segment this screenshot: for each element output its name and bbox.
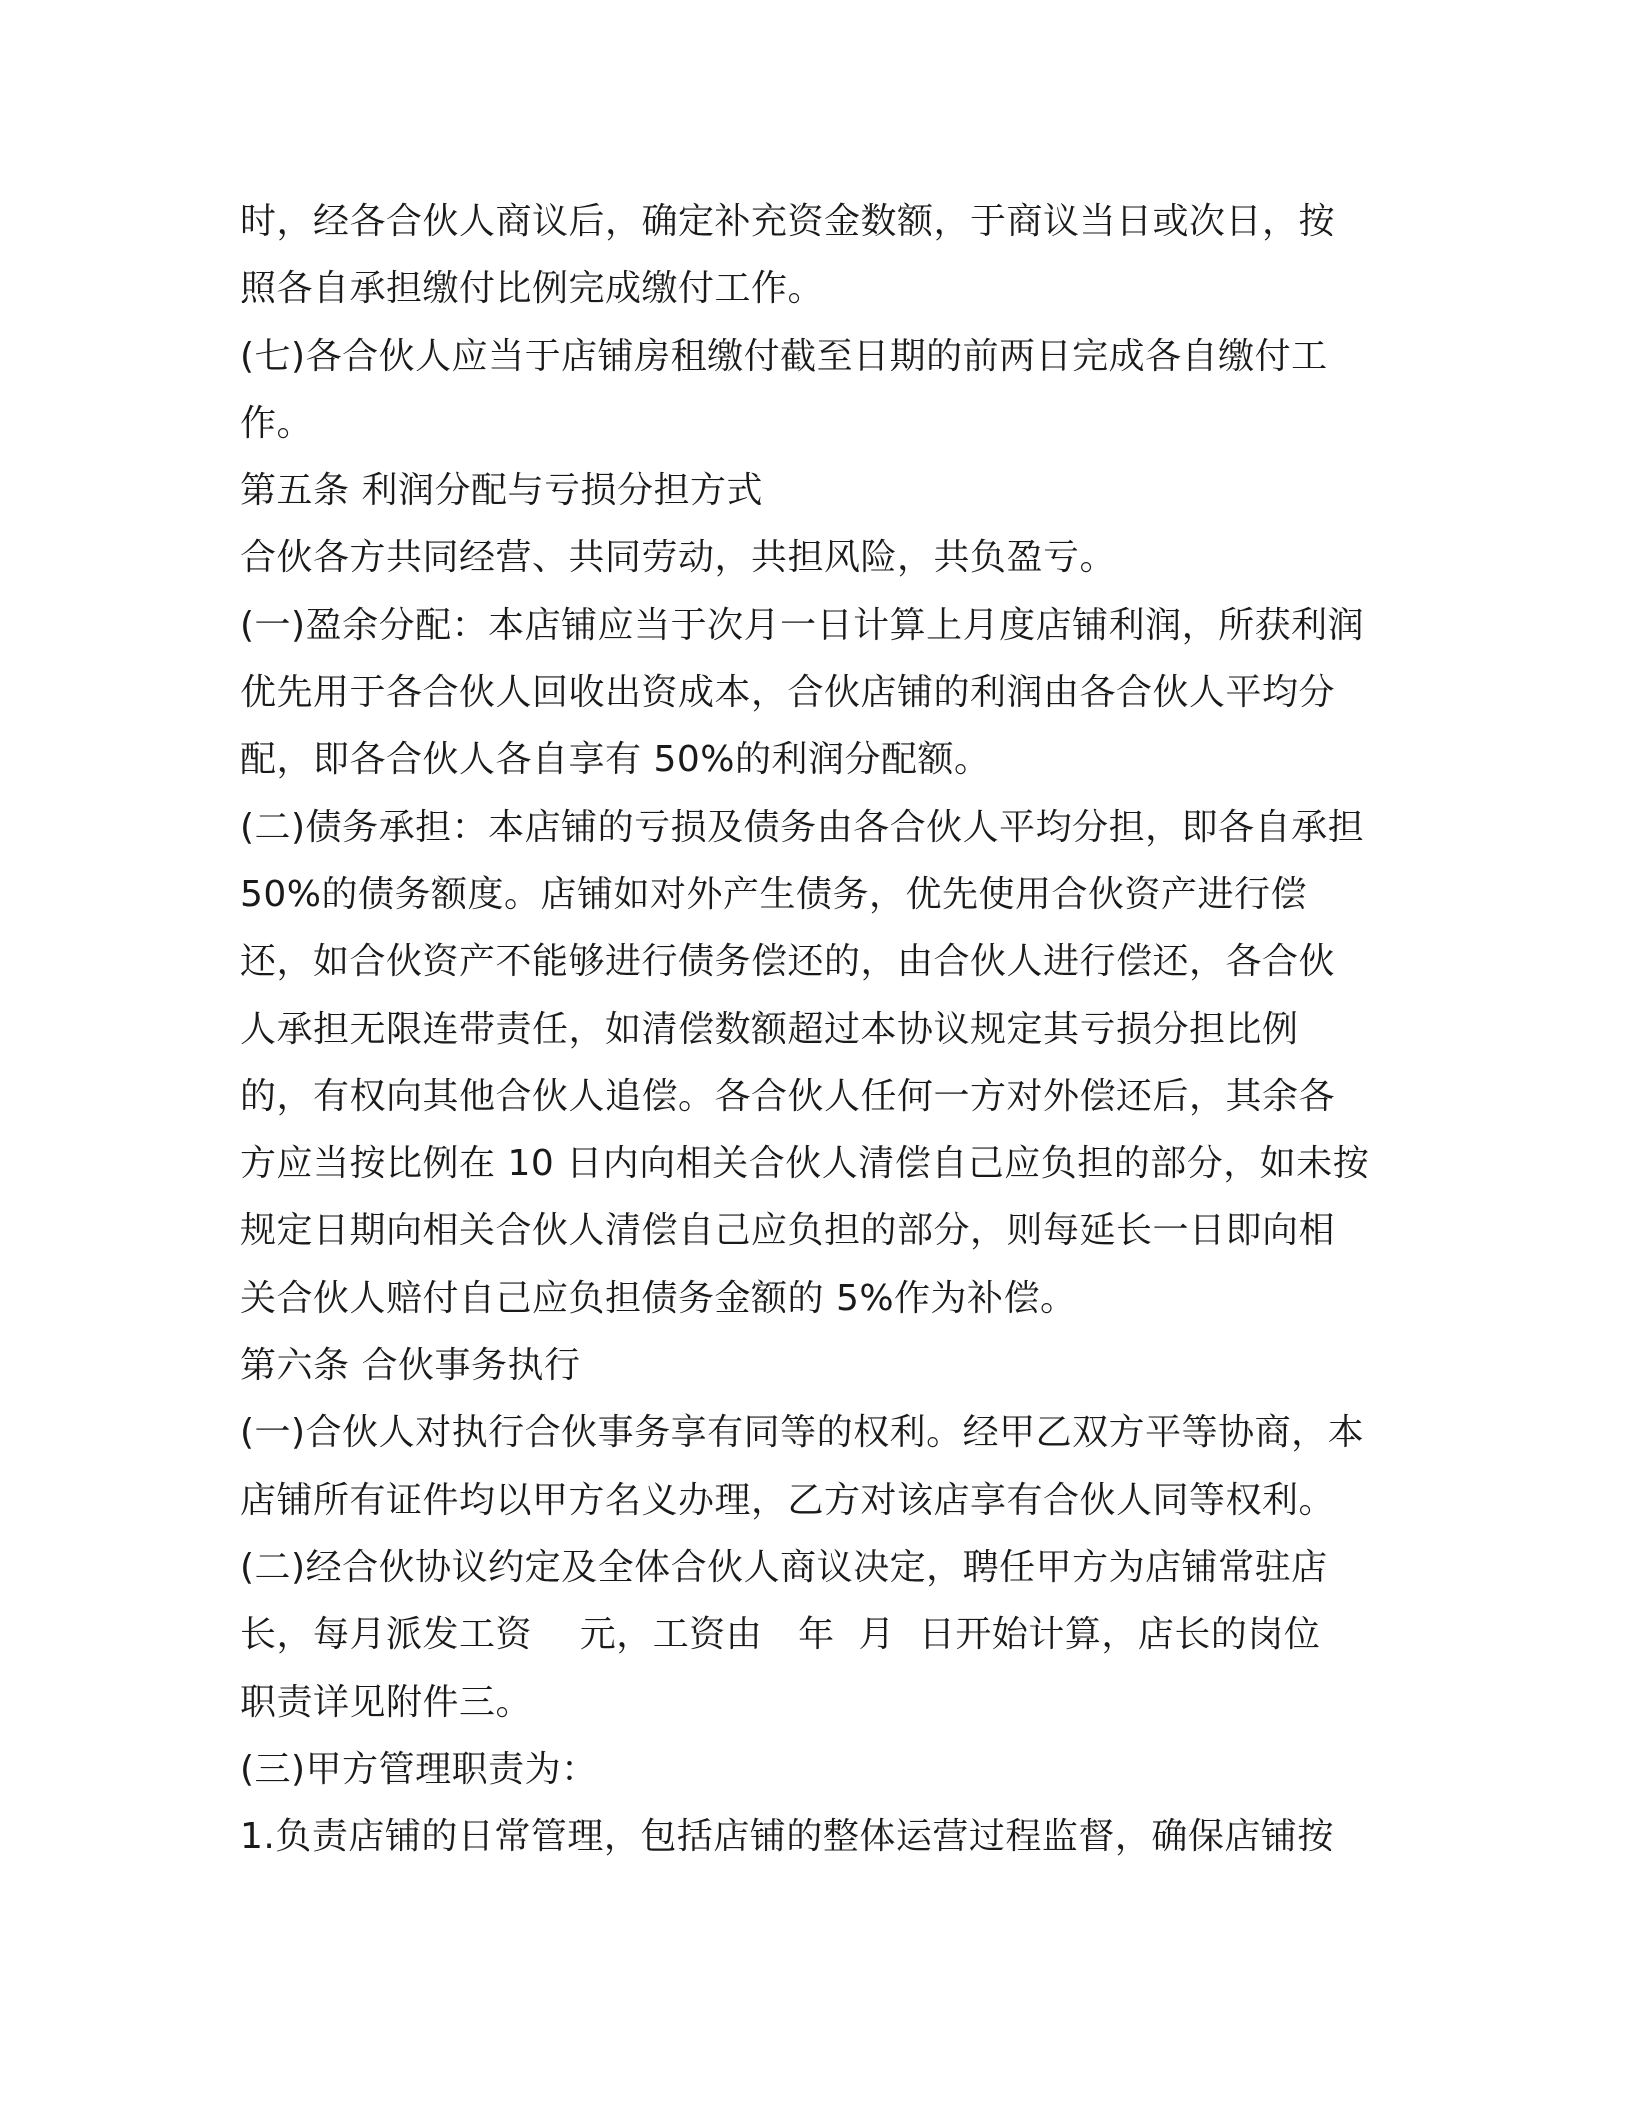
text-line: 优先用于各合伙人回收出资成本，合伙店铺的利润由各合伙人平均分 xyxy=(240,672,1336,714)
text-line: 长，每月派发工资 元，工资由 年 月 日开始计算，店长的岗位 xyxy=(240,1614,1321,1656)
text-line: (二)经合伙协议约定及全体合伙人商议决定，聘任甲方为店铺常驻店 xyxy=(240,1546,1328,1588)
text-line: 关合伙人赔付自己应负担债务金额的 5%作为补偿。 xyxy=(240,1277,1077,1319)
text-line: 照各自承担缴付比例完成缴付工作。 xyxy=(240,268,825,310)
text-line: 50%的债务额度。店铺如对外产生债务，优先使用合伙资产进行偿 xyxy=(240,873,1308,915)
section-heading: 第六条 合伙事务执行 xyxy=(240,1345,581,1387)
text-line: (一)盈余分配：本店铺应当于次月一日计算上月度店铺利润，所获利润 xyxy=(240,604,1365,646)
text-line: (二)债务承担：本店铺的亏损及债务由各合伙人平均分担，即各自承担 xyxy=(240,806,1365,848)
section-heading: 第五条 利润分配与亏损分担方式 xyxy=(240,470,763,512)
text-line: (七)各合伙人应当于店铺房租缴付截至日期的前两日完成各自缴付工 xyxy=(240,335,1328,377)
text-line: 作。 xyxy=(240,402,314,444)
text-line: 人承担无限连带责任，如清偿数额超过本协议规定其亏损分担比例 xyxy=(240,1008,1299,1050)
document-body xyxy=(240,188,1400,1870)
text-line: 合伙各方共同经营、共同劳动，共担风险，共负盈亏。 xyxy=(240,537,1117,579)
text-line: (三)甲方管理职责为： xyxy=(240,1748,598,1790)
text-line: 规定日期向相关合伙人清偿自己应负担的部分，则每延长一日即向相 xyxy=(240,1210,1336,1252)
text-line: 还，如合伙资产不能够进行债务偿还的，由合伙人进行偿还，各合伙 xyxy=(240,941,1336,983)
text-line: (一)合伙人对执行合伙事务享有同等的权利。经甲乙双方平等协商，本 xyxy=(240,1412,1365,1454)
text-line: 1.负责店铺的日常管理，包括店铺的整体运营过程监督，确保店铺按 xyxy=(240,1816,1334,1858)
text-line: 时，经各合伙人商议后，确定补充资金数额，于商议当日或次日，按 xyxy=(240,201,1336,242)
text-line: 方应当按比例在 10 日内向相关合伙人清偿自己应负担的部分，如未按 xyxy=(240,1143,1370,1185)
text-line: 的，有权向其他合伙人追偿。各合伙人任何一方对外偿还后，其余各 xyxy=(240,1075,1336,1117)
text-line: 配，即各合伙人各自享有 50%的利润分配额。 xyxy=(240,739,991,781)
text-line: 职责详见附件三。 xyxy=(240,1681,533,1723)
text-line: 店铺所有证件均以甲方名义办理，乙方对该店享有合伙人同等权利。 xyxy=(240,1479,1336,1521)
